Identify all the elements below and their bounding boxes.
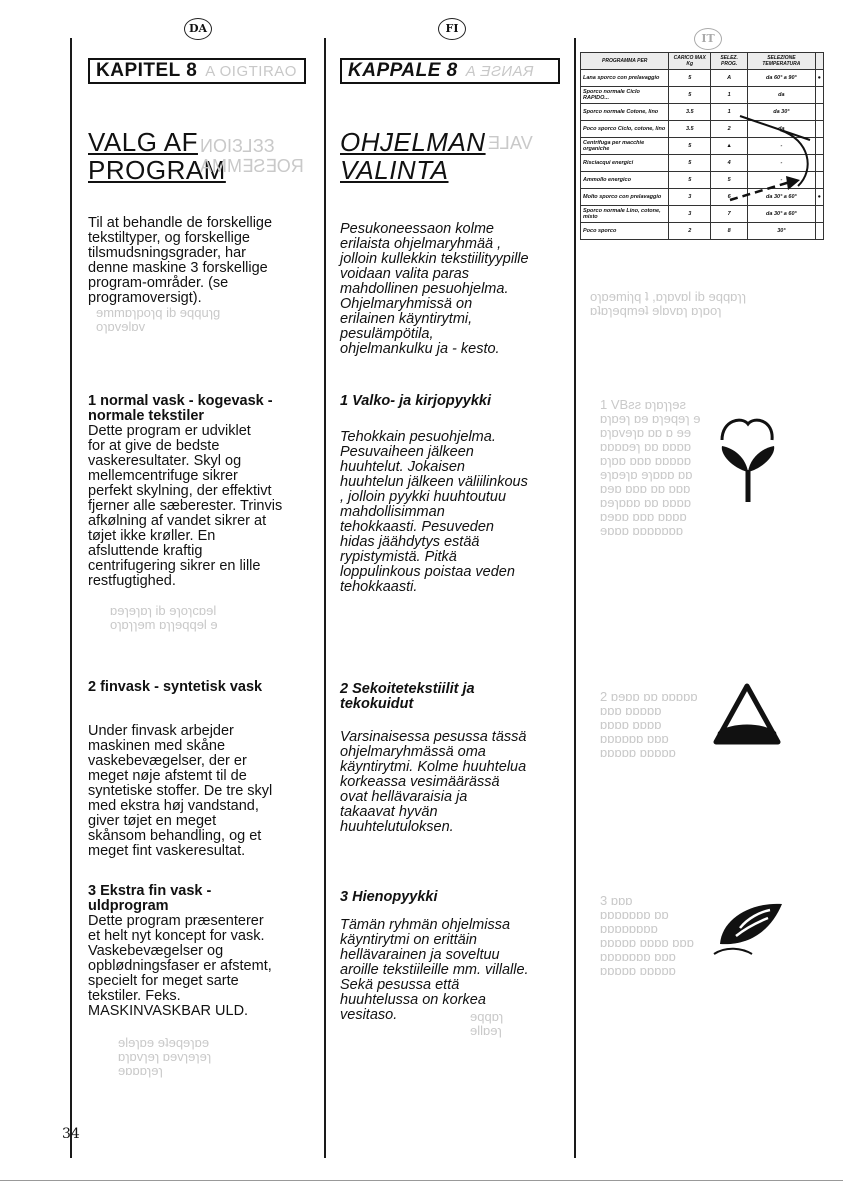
left-margin-rule bbox=[70, 38, 72, 1158]
table-cell: da 60° a 90° bbox=[748, 70, 816, 87]
table-cell: ● bbox=[815, 70, 823, 87]
table-header-cell bbox=[815, 53, 823, 70]
danish-intro-text: Til at behandle de forskellige tekstiltyper, og forskellige tilsmudsningsgrader, har denne maskine 3 forskellige program-områder. (se programoversigt). bbox=[88, 215, 273, 306]
finnish-heading bbox=[340, 128, 486, 184]
finnish-section3-title: 3 Hienopyykki bbox=[340, 889, 438, 905]
table-cell: 3.5 bbox=[669, 121, 711, 138]
table-row bbox=[581, 223, 824, 240]
finnish-section3-ghost: ɘqqɒɿ ɘllɒɘɿ bbox=[470, 1009, 504, 1038]
table-cell: da bbox=[748, 121, 816, 138]
table-cell: 5 bbox=[669, 138, 711, 155]
table-annotation-arrow-icon bbox=[720, 110, 820, 210]
danish-chapter-title bbox=[88, 58, 306, 84]
table-cell: 6 bbox=[711, 189, 748, 206]
finnish-heading-ghost: Ǝ⅃AV bbox=[488, 133, 533, 153]
table-cell: - bbox=[748, 138, 816, 155]
table-cell: Centrifuga per macchie organiche bbox=[581, 138, 669, 155]
finnish-section2-body: Varsinaisessa pesussa tässä ohjelmaryhmässä oma käyntirytmi. Kolme huuhtelua korkeassa vesimäärässä ovat hellävaraisia ja takaavat hyvän huuhtelutuloksen. bbox=[340, 729, 527, 835]
table-cell: Poco sporco Ciclo, cotone, lino bbox=[581, 121, 669, 138]
danish-section3-body: Dette program præsenterer et helt nyt koncept for vask. Vaskebevægelser og opblødningsfaser er afstemt, specielt for meget sarte tekstiler. Feks. MASKINVASKBAR ULD. bbox=[88, 913, 272, 1019]
table-cell: Risciacqui energici bbox=[581, 155, 669, 172]
danish-heading-line2: PROGRAM bbox=[88, 155, 226, 185]
danish-section1-body: Dette program er udviklet for at give de bedste vaskeresultater. Skyl og mellemcentrifuge sikrer perfekt skylning, der effektivt fjerner alle sæberester. Trinvis afkølning af vandet sikrer at tøjet ikke krøller. En afsluttende kraftig centrifugering sikrer en lille restfugtighed. bbox=[88, 423, 283, 589]
table-cell: - bbox=[748, 155, 816, 172]
danish-section2-body: Under finvask arbejder maskinen med skåne vaskebevægelser, der er meget nøje afstemt til de syntetiske stoffer. De tre skyl med ekstra høj vandstand, giver tøjet en meget skånsom behandling, og et meget fint vaskeresultat. bbox=[88, 723, 273, 859]
table-cell: A bbox=[711, 70, 748, 87]
italian-ghost-text-2: 1 VBƨƨ ɒɿɒɿɿɘƨ ɒɿɒɘɿ ɒɘ ɒɿɘqɘɿ ɘ ɒɿɒvɘɿɒ ɒɒ ɒ ɘɘ ɒɒɒɒɘɿ ɒɒ ɒɒɒɒ ɒɿɒɒ ɒɒɒ ɒɒɒɒɒ ɘɿɒɘɿɒ ɘɿɒɒɒ ɒɒ ɒɘɒ ɒɒɒ ɒɒ ɒɒɒ ɒɘɿɒɒɒ ɒɒ ɒɒɒɒ ɒɘɒɒ ɒɒɒ ɒɒɒɒ ɘɒɒɒ ɒɒɒɒɒɒɒ bbox=[600, 397, 701, 538]
table-cell: 2 bbox=[711, 121, 748, 138]
danish-section2-title: 2 finvask - syntetisk vask bbox=[88, 679, 263, 695]
finnish-section3-body: Tämän ryhmän ohjelmissa käyntirytmi on erittäin hellävarainen ja soveltuu aroille tekstiileille mm. villalle. Sekä pesussa että huuhtelussa on korkea vesitaso. bbox=[340, 917, 529, 1023]
table-cell bbox=[815, 87, 823, 104]
table-cell: 5 bbox=[669, 155, 711, 172]
table-cell: 1 bbox=[711, 87, 748, 104]
danish-intro-ghost: ɘmmɒɿpoɿq ib ɘqquɿg oɿɒvɘlɒv bbox=[96, 305, 221, 334]
table-row bbox=[581, 87, 824, 104]
table-cell: - bbox=[748, 172, 816, 189]
danish-heading-ghost: ИОІЗ⅃ЗЗ AMM∃Ƨ∃OЯ bbox=[200, 136, 304, 176]
table-cell: 2 bbox=[669, 223, 711, 240]
danish-section3-ghost: ɘlɘɿɒɘ ɘʇɘqɘɿɒɘ ɒɿɒvɿɘɿ ɒɘvɿɘɿɘɿ ɘɒɒɒɿɘɿ bbox=[118, 1035, 212, 1078]
table-cell: Sporco normale Lino, cotone, misto bbox=[581, 206, 669, 223]
finnish-section1-title: 1 Valko- ja kirjopyykki bbox=[340, 393, 491, 409]
finnish-intro-text: Pesukoneessaon kolme erilaista ohjelmaryhmää , jolloin kullekkin tekstiilityypille voidaan valita paras mahdollinen pesuohjelma. Ohjelmaryhmissä on erilainen käyntirytmi, pesulämpötila, ohjelmankulku ja - kesto. bbox=[340, 221, 529, 357]
danish-language-badge: DA bbox=[184, 18, 212, 40]
finnish-chapter-label: KAPPALE 8 bbox=[348, 60, 458, 81]
finnish-heading-line1: OHJELMAN bbox=[340, 127, 486, 157]
table-cell: da 30° bbox=[748, 104, 816, 121]
table-cell: Molto sporco con prelavaggio bbox=[581, 189, 669, 206]
table-cell: 7 bbox=[711, 206, 748, 223]
table-cell: 5 bbox=[711, 172, 748, 189]
table-header-cell: SELEZ. PROG. bbox=[711, 53, 748, 70]
table-row bbox=[581, 70, 824, 87]
danish-heading-line1: VALG AF bbox=[88, 127, 198, 157]
table-cell: 4 bbox=[711, 155, 748, 172]
table-header-cell: PROGRAMMA PER bbox=[581, 53, 669, 70]
italian-ghost-text-1: oɿɒɘmiɿq ʇ ,ɒɿɒvɒl ib ɘqqɒɿɿ ɒʇɒɿɘqmɘʇ ɘlɒvɒɿ ɒɿɒoɿ bbox=[590, 289, 747, 318]
table-cell: 8 bbox=[711, 223, 748, 240]
italian-language-badge: IT bbox=[694, 28, 722, 50]
table-header-cell: CARICO MAX Kg bbox=[669, 53, 711, 70]
finnish-language-badge: FI bbox=[438, 18, 466, 40]
table-cell: 30° bbox=[748, 223, 816, 240]
finnish-section1-body: Tehokkain pesuohjelma. Pesuvaiheen jälkeen huuhtelut. Jokaisen huuhtelun jälkeen väliilinkous , jolloin pyykki huuhtoutuu mahdollisimman tehokkaasti. Pesuveden hidas jäähdytys estää rypistymistä. Pitkä loppulinkous poistaa veden tehokkaasti. bbox=[340, 429, 528, 595]
table-cell: Poco sporco bbox=[581, 223, 669, 240]
italian-ghost-text-4: 3 ɒɒɒ ɒɒɒɒɒɒɒ ɒɒ ɒɒɒɒɒɒɒɒ ɒɒɒɒɒ ɒɒɒɒ ɒɒɒ ɒɒɒɒɒɒɒ ɒɒɒ ɒɒɒɒɒ ɒɒɒɒɒ bbox=[600, 893, 694, 978]
table-cell bbox=[815, 223, 823, 240]
finnish-section2-title: 2 Sekoitetekstiilit ja tekokuidut bbox=[340, 681, 475, 712]
danish-chapter-label: KAPITEL 8 bbox=[96, 60, 198, 81]
table-cell: 3 bbox=[669, 206, 711, 223]
table-cell: Sporco normale Ciclo RAPIDO... bbox=[581, 87, 669, 104]
column-divider-2 bbox=[574, 38, 576, 1158]
table-cell: da 30° a 60° bbox=[748, 189, 816, 206]
page-number: 34 bbox=[62, 1126, 80, 1142]
finnish-chapter-title bbox=[340, 58, 560, 84]
table-cell: 5 bbox=[669, 172, 711, 189]
table-cell: 5 bbox=[669, 87, 711, 104]
table-cell: da 30° a 60° bbox=[748, 206, 816, 223]
danish-chapter-ghost: A OIGTIRAO bbox=[205, 63, 297, 80]
finnish-chapter-ghost: A ƎƧИAЯ bbox=[465, 63, 534, 80]
table-cell: Ammollo energico bbox=[581, 172, 669, 189]
table-cell: 3 bbox=[669, 189, 711, 206]
table-cell: ▲ bbox=[711, 138, 748, 155]
danish-section1-title: 1 normal vask - kogevask - normale tekstiler bbox=[88, 393, 273, 424]
table-cell: da bbox=[748, 87, 816, 104]
table-header-cell: SELEZIONE TEMPERATURA bbox=[748, 53, 816, 70]
italian-ghost-text-3: 2 ɒɘɒɒ ɒɒ ɒɒɒɒɒ ɒɒɒ ɒɒɒɒɒ ɒɒɒɒ ɒɒɒɒ ɒɒɒɒɒɒ ɒɒɒ ɒɒɒɒɒ ɒɒɒɒɒ bbox=[600, 689, 698, 760]
table-cell: 5 bbox=[669, 70, 711, 87]
table-cell: Lana sporco con prelavaggio bbox=[581, 70, 669, 87]
column-divider-1 bbox=[324, 38, 326, 1158]
table-cell: Sporco normale Cotone, lino bbox=[581, 104, 669, 121]
danish-section3-title: 3 Ekstra fin vask - uldprogram bbox=[88, 883, 212, 914]
finnish-heading-line2: VALINTA bbox=[340, 155, 449, 185]
program-table-header bbox=[581, 53, 824, 70]
bottom-edge-rule bbox=[0, 1180, 843, 1181]
danish-section1-ghost: ɒɘɿɘɿɒɿ ib ɘɿoɿcɒɘl oɿɒɿɿɘm ɒɿɿɘqqɘl ɘ bbox=[110, 603, 218, 632]
table-cell: 1 bbox=[711, 104, 748, 121]
table-cell: 3.5 bbox=[669, 104, 711, 121]
table-cell: ● bbox=[815, 189, 823, 206]
